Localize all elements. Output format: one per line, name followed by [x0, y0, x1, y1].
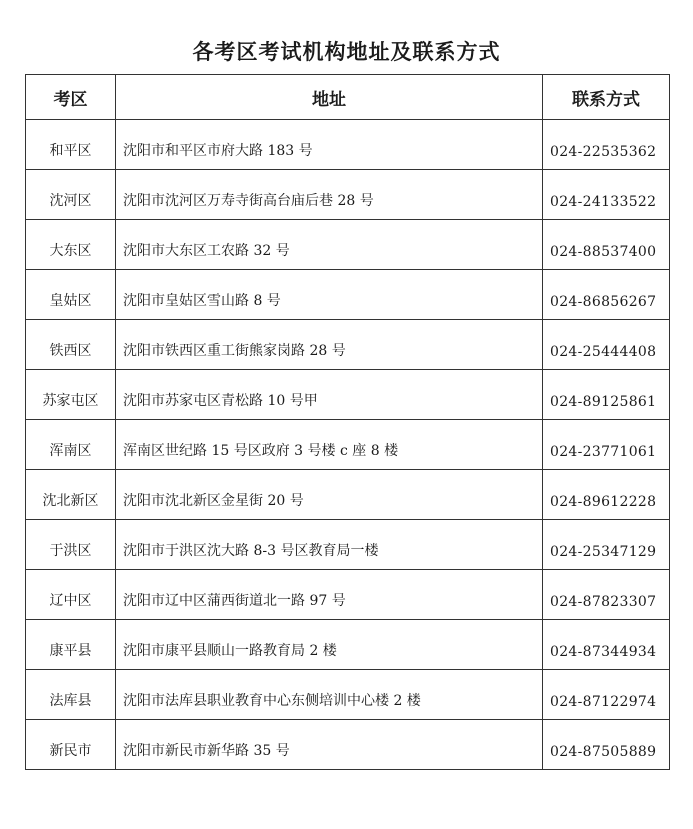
- header-phone: 联系方式: [543, 75, 670, 120]
- phone-cell: 024-86856267: [543, 270, 670, 320]
- phone-cell: 024-25444408: [543, 320, 670, 370]
- district-cell: 新民市: [26, 720, 116, 770]
- phone-cell: 024-87344934: [543, 620, 670, 670]
- address-cell: 沈阳市新民市新华路 35 号: [116, 720, 543, 770]
- table-row: [26, 570, 670, 620]
- table-row: [26, 270, 670, 320]
- phone-cell: 024-89125861: [543, 370, 670, 420]
- address-cell: 沈阳市和平区市府大路 183 号: [116, 120, 543, 170]
- district-cell: 和平区: [26, 120, 116, 170]
- table-row: [26, 170, 670, 220]
- district-cell: 皇姑区: [26, 270, 116, 320]
- table-row: [26, 220, 670, 270]
- phone-cell: 024-87122974: [543, 670, 670, 720]
- district-cell: 康平县: [26, 620, 116, 670]
- address-cell: 沈阳市沈河区万寿寺街高台庙后巷 28 号: [116, 170, 543, 220]
- address-cell: 沈阳市苏家屯区青松路 10 号甲: [116, 370, 543, 420]
- phone-cell: 024-87823307: [543, 570, 670, 620]
- table-row: [26, 370, 670, 420]
- header-address: 地址: [116, 75, 543, 120]
- table-row: [26, 120, 670, 170]
- district-cell: 大东区: [26, 220, 116, 270]
- phone-cell: 024-89612228: [543, 470, 670, 520]
- header-district: 考区: [26, 75, 116, 120]
- table-row: [26, 670, 670, 720]
- district-cell: 沈河区: [26, 170, 116, 220]
- phone-cell: 024-22535362: [543, 120, 670, 170]
- table-row: [26, 620, 670, 670]
- table-row: [26, 470, 670, 520]
- address-cell: 沈阳市皇姑区雪山路 8 号: [116, 270, 543, 320]
- address-cell: 沈阳市大东区工农路 32 号: [116, 220, 543, 270]
- phone-cell: 024-88537400: [543, 220, 670, 270]
- table-row: [26, 520, 670, 570]
- phone-cell: 024-25347129: [543, 520, 670, 570]
- table-row: [26, 420, 670, 470]
- address-cell: 沈阳市辽中区蒲西街道北一路 97 号: [116, 570, 543, 620]
- address-cell: 沈阳市康平县顺山一路教育局 2 楼: [116, 620, 543, 670]
- phone-cell: 024-87505889: [543, 720, 670, 770]
- district-cell: 铁西区: [26, 320, 116, 370]
- district-cell: 浑南区: [26, 420, 116, 470]
- exam-office-table: [25, 74, 670, 770]
- phone-cell: 024-23771061: [543, 420, 670, 470]
- district-cell: 法库县: [26, 670, 116, 720]
- table-header-row: [26, 75, 670, 120]
- address-cell: 沈阳市于洪区沈大路 8-3 号区教育局一楼: [116, 520, 543, 570]
- district-cell: 辽中区: [26, 570, 116, 620]
- table-body: [26, 120, 670, 770]
- address-cell: 沈阳市法库县职业教育中心东侧培训中心楼 2 楼: [116, 670, 543, 720]
- address-cell: 沈阳市沈北新区金星街 20 号: [116, 470, 543, 520]
- address-cell: 沈阳市铁西区重工街熊家岗路 28 号: [116, 320, 543, 370]
- district-cell: 苏家屯区: [26, 370, 116, 420]
- table-row: [26, 720, 670, 770]
- district-cell: 沈北新区: [26, 470, 116, 520]
- address-cell: 浑南区世纪路 15 号区政府 3 号楼 c 座 8 楼: [116, 420, 543, 470]
- phone-cell: 024-24133522: [543, 170, 670, 220]
- table-row: [26, 320, 670, 370]
- document-title: 各考区考试机构地址及联系方式: [192, 40, 501, 64]
- district-cell: 于洪区: [26, 520, 116, 570]
